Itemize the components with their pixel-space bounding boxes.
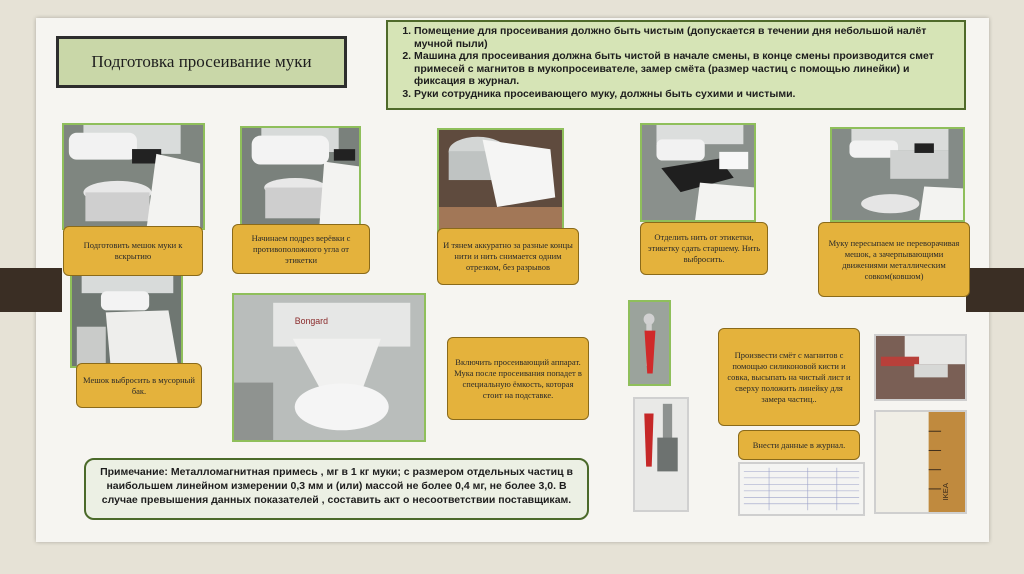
rule-item: 3. Руки сотрудника просеивающего муку, должны быть сухими и чистыми. xyxy=(414,88,954,101)
step-caption-7: Включить просеивающий аппарат. Мука после просеивания попадет в специальную ёмкость, которая стоит на подставке. xyxy=(447,337,589,420)
rule-item: 2. Машина для просеивания должна быть чистой в начале смены, в конце смены производится смет примесей с магнитов в мукопросеивателе, замер смёта (размер частиц с помощью линейки) и фиксация в журнал. xyxy=(414,50,954,88)
step-caption-1: Подготовить мешок муки к вскрытию xyxy=(63,226,203,276)
photo-discard-bag xyxy=(70,272,183,368)
photo-journal xyxy=(738,462,865,516)
photo-ruler xyxy=(874,410,967,514)
photo-bag-prep xyxy=(62,123,205,230)
step-caption-9: Внести данные в журнал. xyxy=(738,430,860,460)
step-caption-2: Начинаем подрез верёвки с противоположного угла от этикетки xyxy=(232,224,370,274)
rule-item: 1. Помещение для просеивания должно быть чистым (допускается в течении дня небольшой налёт мучной пыли) xyxy=(414,25,954,50)
note-box: Примечание: Металломагнитная примесь , мг в 1 кг муки; с размером отдельных частиц в наибольшем линейном измерении 0,3 мм и (или) массой не более 0,4 мг, не более 3,0. В случае превышения данных показателей , составить акт о несоответствии поставщикам. xyxy=(84,458,589,520)
step-caption-5: Муку пересыпаем не переворачивая мешок, а зачерпывающими движениями металлическим совком(ковшом) xyxy=(818,222,970,297)
photo-label-thread xyxy=(640,123,756,222)
left-band xyxy=(0,268,62,312)
photo-cut-thread xyxy=(240,126,361,228)
step-caption-6: Мешок выбросить в мусорный бак. xyxy=(76,363,202,408)
photo-brush-sweep xyxy=(874,334,967,401)
step-caption-8: Произвести смёт с магнитов с помощью силиконовой кисти и совка, высыпать на чистый лист и сверху положить линейку для замера частиц.. xyxy=(718,328,860,426)
photo-scoop-flour xyxy=(830,127,965,222)
step-caption-4: Отделить нить от этикетки, этикетку сдать старшему. Нить выбросить. xyxy=(640,222,768,275)
photo-sifter-machine xyxy=(232,293,426,442)
photo-magnet xyxy=(628,300,671,386)
photo-scoop xyxy=(633,397,689,512)
ruler-mark: IKEA xyxy=(940,482,950,501)
right-band xyxy=(966,268,1024,312)
step-caption-3: И тянем аккуратно за разные концы нити и нить снимается одним отрезком, без разрывов xyxy=(437,228,579,285)
page-title: Подготовка просеивание муки xyxy=(56,36,347,88)
photo-pull-thread xyxy=(437,128,564,235)
rules-list xyxy=(386,20,966,110)
machine-brand: Bongard xyxy=(294,316,328,327)
